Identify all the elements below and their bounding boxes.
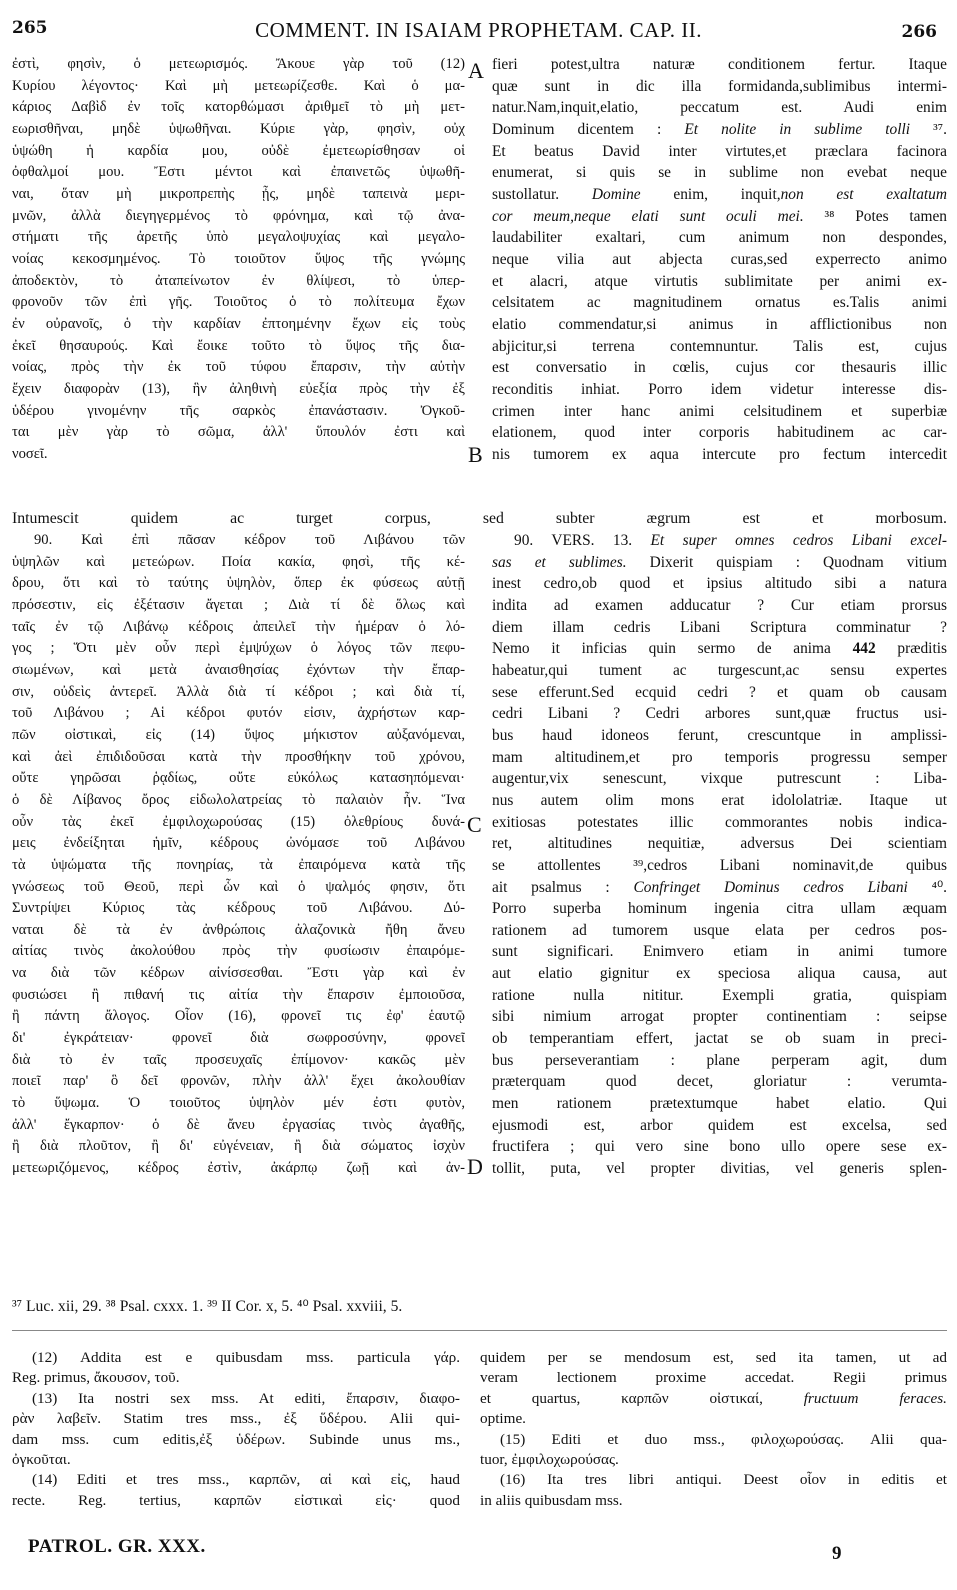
footnote-line: (12) Addita est e quibusdam mss. particula γάρ. — [32, 1349, 460, 1366]
greek-text-line: αἰτίας τινὸς ἀκολούθου πρὸς τὴν φυσίωσιν ἐπαιρόμε- — [12, 943, 465, 960]
greek-text-line: γνώσεως τοῦ Θεοῦ, περὶ ὧν καὶ ὁ ψαλμός φησιν, ὅτι — [12, 878, 465, 895]
latin-text-line: aut elatio gignitur ex speciosa aliqua causa, aut — [492, 965, 947, 983]
running-header — [0, 14, 957, 48]
latin-text-line: se attollentes ³⁹,cedros Libani nominavit,de quibus — [492, 856, 947, 874]
greek-text-line: ἐν οὐρανοῖς, ὁ τὴν καρδίαν ἐπτοημένην ἔχων εἰς τοὺς — [12, 315, 465, 332]
latin-text-line: exitiosas potestates illic commorantes nobis indica- — [492, 813, 947, 831]
latin-text-line: celsitatem ac magnitudinem ornatus es.Talis animi — [492, 294, 947, 312]
latin-text-line: ait psalmus : Confringet Dominus cedros Libani ⁴⁰. — [492, 878, 947, 896]
latin-text-line: habeatur,qui tument ac turgescunt,ac sensu expertes — [492, 661, 947, 679]
latin-text-line: fructifera ; qui vero sine bono ullo opere sese ex- — [492, 1138, 947, 1156]
greek-text-line: κάριος Δαβὶδ ἐν τοῖς κατορθώμασι ἀριθμεῖ τὸ μὴ μετ- — [12, 99, 465, 116]
greek-text-line: μνῶν, ἀλλὰ διεγηγερμένος τὸ φρόνημα, καὶ τῷ ἀνα- — [12, 207, 465, 224]
latin-text-line: men rationem prætextumque habet elatio. Qui — [492, 1095, 947, 1113]
latin-text-line: mam altitudinem,et pro temporis progressu semper — [492, 748, 947, 766]
latin-text-line: sunt significari. Enimvero etiam in animi tumore — [492, 943, 947, 961]
greek-text-line: ποιεῖ παρ' ὃ δεῖ φρονῶν, πλὴν ἀλλ' ἔχει ἀκολουθίαν — [12, 1073, 465, 1090]
greek-text-line: ταῖς ἐν τῷ Λιβάνῳ κέδροις ἀπειλεῖ τὴν ἡμέραν ὁ λό- — [12, 618, 465, 635]
greek-column-lower — [12, 530, 465, 1180]
latin-text-line: elatio commendatur,si animus in afflictionibus non — [492, 315, 947, 333]
footnote-divider — [12, 1330, 947, 1331]
footnote-line: (13) Ita nostri sex mss. At editi, ἔπαρσιν, διαφο- — [32, 1389, 460, 1407]
greek-text-line: μεις ἐνδείξηται ἡμῖν, κέδρους ὠνόμασε τοῦ Λιβάνου — [12, 835, 465, 852]
latin-text-line: 90. VERS. 13. Et super omnes cedros Libani excel- — [514, 532, 947, 549]
latin-text-line: indita ad examen adducatur ? Cur etiam prorsus — [492, 596, 947, 614]
greek-text-line: ἐστὶ, φησὶν, ὁ μετεωρισμός. Ἄκουε γὰρ τοῦ (12) — [12, 56, 465, 72]
greek-text-line: ὑψηλῶν καὶ μετεώρων. Ποία κακία, φησὶ, τῆς κέ- — [12, 553, 465, 570]
greek-text-line: ἐκεῖ θησαυρούς. Καὶ ἔοικε τοῦτο τὸ ὕψος τῆς δια- — [12, 337, 465, 354]
greek-text-line: οὖν τὰς ἐκεῖ ἐμφιλοχωρούσας (15) ὀλεθρίους δυνά- — [12, 813, 465, 830]
greek-text-line: Κυρίου λέγοντος· Καὶ μὴ μετεωρίζεσθε. Καὶ ὁ μα- — [12, 77, 465, 94]
latin-text-line: quæ sunt in dic illa formidanda,sublimibus intermi- — [492, 77, 947, 95]
footer-collection: PATROL. GR. XXX. — [28, 1536, 206, 1557]
greek-text-line: φυσιώσει ἢ πιθανή τις αἰτία τὴν ἔπαρσιν ἐμποιοῦσα, — [12, 986, 465, 1003]
latin-text-line: ob temperantiam effert, jactat se ob suam in preci- — [492, 1030, 947, 1048]
greek-text-line: ται μὲν γὰρ τὸ σῶμα, ἀλλ' ὕπουλόν ἐστι καὶ — [12, 424, 465, 441]
latin-text-line: nis tumorem ex aqua intercute pro fectum intercedit — [492, 445, 947, 463]
latin-text-line: bus perseverantiam : plane perperam agit, dum — [492, 1051, 947, 1069]
footnote-line: ρὰν λαβεῖν. Statim tres mss., ἐξ ὕδέρου. Alii qui- — [12, 1410, 460, 1428]
greek-text-line: ὀφθαλμοί μου. Ἔστι μέντοι καὶ ἐπαινετῶς ὑψωθῆ- — [12, 164, 465, 181]
page-number-right: 266 — [901, 22, 937, 42]
greek-text-line: να διὰ τῶν κέδρων αἰνίσσεσθαι. Ἔστι γὰρ καὶ ἐν — [12, 965, 465, 982]
latin-text-line: cedri Libani ? Cedri arbores sunt,quæ fructus usi- — [492, 705, 947, 723]
latin-text-line: fieri potest,ultra naturæ conditionem fertur. Itaque — [492, 56, 947, 73]
footnote-line: et quartus, καρπῶν οἰστικαί, fructuum feraces. — [480, 1389, 947, 1407]
latin-text-line: ejusmodi est, arbor quidem est excelsa, sed — [492, 1116, 947, 1134]
latin-text-line: crimen inter hanc animi celsitudinem et superbiæ — [492, 402, 947, 420]
greek-text-line: οὔτε γηρῶσαι ῥᾳδίως, οὔτε εὐκόλως κατασηπόμεναι· — [12, 770, 465, 787]
section-letter-c: C — [467, 812, 482, 837]
latin-text-line: laudabiliter exaltari, cum animum non despondes, — [492, 229, 947, 247]
latin-text-line: et alacri, atque virtutis sublimitate per animi ex- — [492, 272, 947, 290]
footnote-line: quidem per se mendosum est, sed ita tamen, ut ad — [480, 1349, 947, 1366]
latin-text-line: sas et sublimes. Dixerit quispiam : Quodnam vitium — [492, 553, 947, 571]
latin-text-line: natur.Nam,inquit,elatio, peccatum est. Audi enim — [492, 99, 947, 117]
scripture-references: ³⁷ Luc. xii, 29. ³⁸ Psal. cxxx. 1. ³⁹ II Cor. x, 5. ⁴⁰ Psal. xxviii, 5. — [12, 1298, 403, 1315]
greek-text-line: καὶ ἀεὶ ἐπιδιδοῦσαι κατὰ τὴν προσθήκην τοῦ χρόνου, — [12, 748, 465, 765]
latin-text-line: augentur,vix senescunt, vixque putrescunt : Liba- — [492, 770, 947, 788]
greek-text-line: Συντρίψει Κύριος τὰς κέδρους τοῦ Λιβάνου. Δύ- — [12, 900, 465, 917]
latin-text-line: est conversatio in cœlis, cujus cor thesauris illic — [492, 359, 947, 377]
footnote-line: recte. Reg. tertius, καρπῶν εἰστικαὶ εἰς· quod — [12, 1491, 460, 1509]
greek-text-line: δι' ἐγκράτειαν· φρονεῖ διὰ σωφροσύνην, φρονεῖ — [12, 1030, 465, 1047]
footnote-line: (14) Editi et tres mss., καρπῶν, αἱ καὶ εἰς, haud — [32, 1471, 460, 1489]
footnote-line: tuor, ἐμφιλοχωρούσας. — [480, 1450, 619, 1468]
latin-text-line: Porro superba hominum ingenia citra ullam æquam — [492, 900, 947, 918]
footnote-line: in aliis quibusdam mss. — [480, 1491, 623, 1509]
greek-text-line: διὰ τὸ ἐν ταῖς προσευχαῖς ἐπίμονον· κακῶς μὲν — [12, 1051, 465, 1068]
notes-left-column — [12, 1348, 460, 1511]
footnote-line: (15) Editi et duo mss., φιλοχωρούσας. Alii qua- — [500, 1430, 947, 1448]
greek-text-line: πρόσεστιν, εἰς ἐξέτασιν ἄγεται ; Διὰ τί δὲ ὅλως καὶ — [12, 596, 465, 613]
greek-text-line: νοίας, πρὸς τὴν ἐκ τοῦ τύφου ἔπαρσιν, τὴν αὐτὴν — [12, 359, 465, 376]
greek-text-line: νοσεῖ. — [12, 445, 48, 462]
greek-text-line: σιωμένων, καὶ μετὰ ἀναισθησίας ἐχόντων τὴν ἔπαρ- — [12, 661, 465, 678]
latin-text-line: Dominum dicentem : Et nolite in sublime tolli ³⁷. — [492, 120, 947, 138]
latin-text-line: Et beatus David inter virtutes,et præclara facinora — [492, 142, 947, 160]
greek-text-line: ἀλλ' ἔγκαρπον· ὁ δὲ ἄνευ ἐργασίας τινὸς ἀγαθῆς, — [12, 1116, 465, 1133]
running-title: COMMENT. IN ISAIAM PROPHETAM. CAP. II. — [255, 18, 702, 42]
greek-text-line: εωρισθῆναι, μηδὲ ὑψωθῆναι. Κύριε γὰρ, φησὶν, οὐχ — [12, 120, 465, 137]
notes-right-column — [480, 1348, 947, 1511]
latin-text-line: elationem, quod inter corporis habitudinem ac car- — [492, 424, 947, 442]
section-letter-b: B — [468, 442, 483, 467]
greek-text-line: ὑψώθη ἡ καρδία μου, οὐδὲ ἐμετεωρίσθησαν οἱ — [12, 142, 465, 159]
greek-text-line: μετεωριζόμενος, κέδρος ἐστὶν, ἀκάρπῳ ζωῇ καὶ ἀν- — [12, 1160, 465, 1177]
latin-column-upper — [492, 54, 947, 465]
greek-text-line: ναται δὲ τὰ ἐν ἀνθρώποις ἀλαζονικὰ ἤθη ἄνευ — [12, 921, 465, 938]
latin-text-line: sustollatur. Domine enim, inquit,non est exaltatum — [492, 185, 947, 203]
greek-text-line: ἀποδεκτὸν, τὸ ἀταπείνωτον ἐν θλίψεσι, τὸ ὑπερ- — [12, 272, 465, 289]
greek-text-line: δρου, ὅτι καὶ τὸ ταύτης ὑψηλὸν, ὅπερ ἐκ φύσεως αὐτῇ — [12, 575, 465, 592]
greek-text-line: γος ; Ὅτι μὲν οὖν περὶ ἐμψύχων ὁ λόγος τῶν πεφυ- — [12, 640, 465, 657]
greek-column-upper — [12, 54, 465, 465]
footer-signature: 9 — [832, 1543, 842, 1564]
greek-text-line: φρονοῦν τῶν ἐπὶ γῆς. Τοιοῦτος ὁ τὸ πολίτευμα ἔχων — [12, 294, 465, 311]
greek-text-line: πῶν οἰστικαὶ, εἰς (14) ὕψος μήκιστον αὐξανόμεναι, — [12, 726, 465, 743]
latin-text-line: nus autem olim mons erat idololatriæ. Itaque ut — [492, 791, 947, 809]
footnote-line: ὀγκοῦται. — [12, 1450, 71, 1468]
greek-text-line: στήματι τῆς ἀρετῆς ὑπὸ μεγαλοψυχίας καὶ μεγαλο- — [12, 229, 465, 246]
footnote-line: optime. — [480, 1410, 526, 1428]
greek-text-line: ναι, ὅταν μὴ μικροπρεπὴς ᾖς, μηδὲ ταπεινὰ μερι- — [12, 185, 465, 202]
latin-text-line: ratione nulla nititur. Exempli gratia, quispiam — [492, 986, 947, 1004]
latin-text-line: neque vilia aut abjecta curas,sed experrecto animo — [492, 250, 947, 268]
greek-text-line: σιν, οὐδεὶς ἀντερεῖ. Ἀλλὰ διὰ τί κέδροι ; καὶ διὰ τί, — [12, 683, 465, 700]
greek-text-line: νοίας κεκοσμημένος. Τὸ τοιοῦτον ὕψος τῆς γνώμης — [12, 250, 465, 267]
greek-text-line: ὑδέρου γινομένην τῆς σαρκὸς ἐπανάστασιν. Ὀγκοῦ- — [12, 402, 465, 419]
latin-text-line: Nemo it inficias quin sermo de anima 442 præditis — [492, 640, 947, 658]
latin-text-line: tollit, puta, vel propter divitias, vel generis splen- — [492, 1160, 947, 1178]
footnote-line: dam mss. cum editis,ἐξ ὑδέρων. Subinde unus ms., — [12, 1430, 460, 1448]
footnote-line: (16) Ita tres libri antiqui. Deest οἷον in editis et — [500, 1471, 947, 1489]
latin-text-line: diem illam cedris Libani Scriptura comminatur ? — [492, 618, 947, 636]
latin-text-line: ret, altitudines nequitiæ, adversus Dei scientiam — [492, 835, 947, 853]
greek-text-line: ἔχειν διαφορὰν (13), ἣν ἀληθινὴ εὐεξία πρὸς τὴν ἐξ — [12, 380, 465, 397]
greek-text-line: ἢ διὰ πλοῦτον, ἢ δι' εὐγένειαν, ἢ διὰ σώματος ἰσχὺν — [12, 1138, 465, 1155]
greek-text-line: ἢ πάντη ἄλογος. Οἷον (16), φρονεῖ τις ἐφ' ἑαυτῷ — [12, 1008, 465, 1025]
page-number-left: 265 — [12, 18, 48, 38]
greek-text-line: ὁ δὲ Λίβανος ὄρος εἰδωλολατρείας τὸ παλαιὸν ἦν. Ἵνα — [12, 791, 465, 808]
latin-text-line: abjicitur,si terrena contemnuntur. Talis est, cujus — [492, 337, 947, 355]
latin-text-line: bus haud idoneos ferunt, crescuntque in amplissi- — [492, 726, 947, 744]
latin-text-line: sibi nimium arrogat propter continentiam : seipse — [492, 1008, 947, 1026]
latin-text-line: sese efferunt.Sed ecquid cedri ? et quam ob causam — [492, 683, 947, 701]
greek-text-line: τὸ ὕψωμα. Ὁ τοιοῦτος ὑψηλὸν μέν ἐστι φυτὸν, — [12, 1095, 465, 1112]
footnote-line: Reg. primus, ἄκουσον, τοῦ. — [12, 1369, 180, 1387]
latin-text-line: reconditis inhiat. Porro idem videtur interesse dis- — [492, 380, 947, 398]
section-letter-a: A — [468, 58, 484, 83]
footnote-line: veram lectionem proxime accedat. Regii primus — [480, 1369, 947, 1387]
latin-text-line: præterquam quod decet, gloriatur : verumta- — [492, 1073, 947, 1091]
greek-text-line: 90. Καὶ ἐπὶ πᾶσαν κέδρον τοῦ Λιβάνου τῶν — [34, 532, 465, 548]
greek-text-line: τοῦ Λιβάνου ; Αἱ κέδροι φυτόν εἰσιν, ἀχρήστων καρ- — [12, 705, 465, 722]
spanning-line: Intumescit quidem ac turget corpus, sed subter ægrum est et morbosum. — [12, 510, 947, 527]
latin-text-line: inest cedro,ob quod et ipsius altitudo sibi a natura — [492, 575, 947, 593]
greek-text-line: τὰ ὑψώματα τῆς πονηρίας, τὰ ἐπαιρόμενα κατὰ τῆς — [12, 856, 465, 873]
section-letter-d: D — [467, 1154, 483, 1179]
latin-text-line: cor meum,neque elati sunt oculi mei. ³⁸ Potes tamen — [492, 207, 947, 225]
latin-column-lower — [492, 530, 947, 1180]
latin-text-line: enumerat, si quis se in sublime non evebat neque — [492, 164, 947, 182]
latin-text-line: rationem ad tumorem usque elata per cedros pos- — [492, 921, 947, 939]
